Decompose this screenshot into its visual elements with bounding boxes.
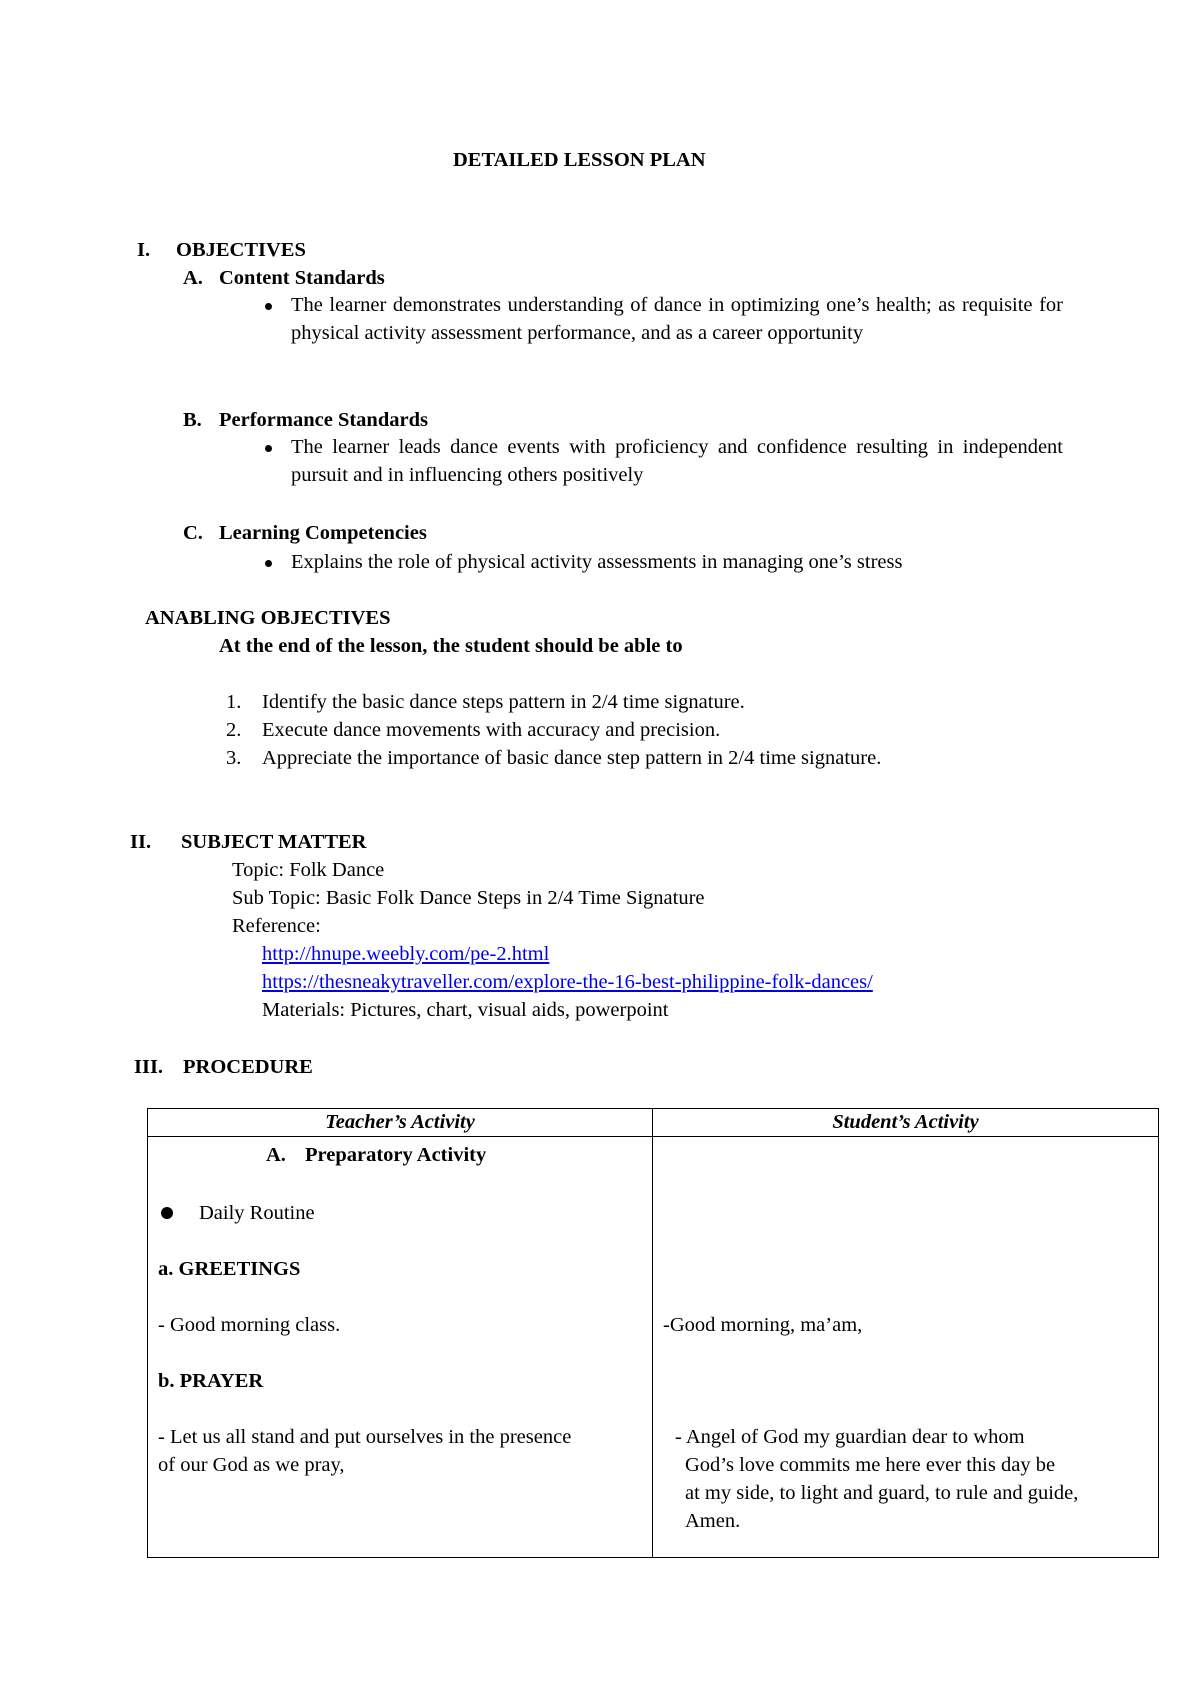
student-activity-label: Student’s Activity xyxy=(832,1111,979,1134)
daily-routine: Daily Routine xyxy=(199,1202,315,1224)
list-item-number: 3. xyxy=(226,747,242,769)
subject-matter-heading: SUBJECT MATTER xyxy=(181,831,367,853)
subsection-letter: B. xyxy=(183,409,202,431)
bullet-icon xyxy=(265,445,272,452)
list-item-number: 1. xyxy=(226,691,242,713)
performance-standards-heading: Performance Standards xyxy=(219,409,428,431)
subsection-letter: A. xyxy=(266,1144,286,1166)
bullet-icon xyxy=(265,560,272,567)
enabling-objectives-heading: ANABLING OBJECTIVES xyxy=(145,607,391,629)
prayer-student-line: God’s love commits me here ever this day be xyxy=(685,1454,1056,1476)
prayer-student-line: Amen. xyxy=(685,1510,741,1532)
reference-link-hnupe[interactable]: http://hnupe.weebly.com/pe-2.html xyxy=(262,943,550,965)
teacher-activity-label: Teacher’s Activity xyxy=(325,1111,475,1134)
table-header-student xyxy=(653,1109,1159,1137)
section-numeral: II. xyxy=(130,831,152,853)
enabling-objectives-subheading: At the end of the lesson, the student should be able to xyxy=(219,635,683,657)
prayer-teacher-line: of our God as we pray, xyxy=(158,1454,345,1476)
subsection-letter: C. xyxy=(183,522,203,544)
preparatory-activity-heading: Preparatory Activity xyxy=(305,1144,487,1166)
prayer-heading: b. PRAYER xyxy=(158,1370,264,1392)
greetings-student-text: -Good morning, ma’am, xyxy=(663,1314,863,1336)
materials: Materials: Pictures, chart, visual aids, powerpoint xyxy=(262,999,669,1021)
learning-competencies-heading: Learning Competencies xyxy=(219,522,427,544)
prayer-teacher-line: - Let us all stand and put ourselves in the presence xyxy=(158,1426,572,1448)
greetings-teacher-text: - Good morning class. xyxy=(158,1314,341,1336)
list-item-number: 2. xyxy=(226,719,242,741)
prayer-student-line: - Angel of God my guardian dear to whom xyxy=(675,1426,1025,1448)
list-item: Identify the basic dance steps pattern in 2/4 time signature. xyxy=(262,691,745,713)
table-header-teacher xyxy=(148,1109,653,1137)
prayer-student-line: at my side, to light and guard, to rule and guide, xyxy=(685,1482,1079,1504)
reference-label: Reference: xyxy=(232,915,321,937)
list-item: Appreciate the importance of basic dance step pattern in 2/4 time signature. xyxy=(262,747,882,769)
list-item: Execute dance movements with accuracy and precision. xyxy=(262,719,721,741)
objectives-heading: OBJECTIVES xyxy=(176,239,306,261)
topic: Topic: Folk Dance xyxy=(232,859,385,881)
page-title: DETAILED LESSON PLAN xyxy=(453,149,706,171)
subsection-letter: A. xyxy=(183,267,203,289)
bullet-icon xyxy=(161,1207,173,1219)
section-numeral: I. xyxy=(137,239,151,261)
procedure-table xyxy=(147,1108,1159,1558)
procedure-heading: PROCEDURE xyxy=(183,1056,313,1078)
bullet-icon xyxy=(265,303,272,310)
performance-standards-text: The learner leads dance events with proficiency and confidence resulting in independent pursuit and in influencing others positively xyxy=(291,436,1063,486)
greetings-heading: a. GREETINGS xyxy=(158,1258,301,1280)
teacher-activity-cell xyxy=(148,1137,653,1558)
student-activity-cell xyxy=(653,1137,1159,1558)
sub-topic: Sub Topic: Basic Folk Dance Steps in 2/4 Time Signature xyxy=(232,887,705,909)
reference-link-sneakytraveller[interactable]: https://thesneakytraveller.com/explore-the-16-best-philippine-folk-dances/ xyxy=(262,971,873,993)
section-numeral: III. xyxy=(134,1056,164,1078)
content-standards-heading: Content Standards xyxy=(219,267,385,289)
content-standards-text: The learner demonstrates understanding of dance in optimizing one’s health; as requisite for physical activity assessment performance, and as a career opportunity xyxy=(291,294,1063,344)
learning-competencies-text: Explains the role of physical activity assessments in managing one’s stress xyxy=(291,551,903,573)
